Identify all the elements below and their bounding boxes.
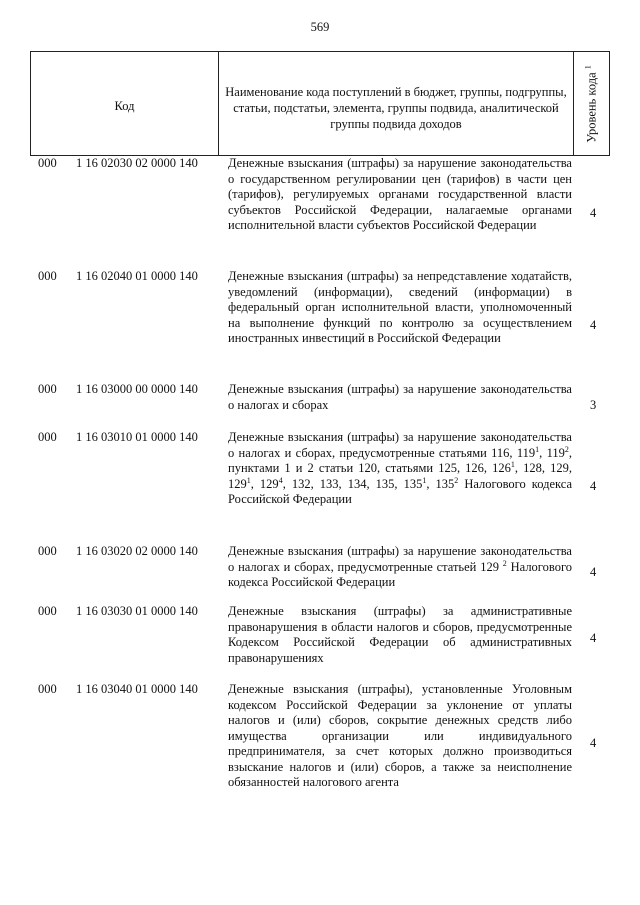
code-level: 4: [590, 479, 597, 493]
desc-text: Денежные взыскания (штрафы) за нарушение законодательства о налогах и сборах, предусмотренные статьей 129: [228, 544, 572, 574]
admin-code: 000: [38, 382, 57, 396]
admin-code: 000: [38, 269, 57, 283]
header-level-footnote: 1: [582, 64, 592, 69]
desc-text: Денежные взыскания (штрафы) за нарушение законодательства о налогах и сборах, предусмотренные статьями 116, 119: [228, 430, 572, 460]
code-level: 4: [590, 318, 597, 332]
desc-sup: 2: [564, 444, 569, 454]
code-level: 4: [590, 565, 597, 579]
revenue-code: 1 16 02040 01 0000 140: [76, 269, 198, 283]
code-level: 3: [590, 398, 597, 412]
desc-sup: 1: [422, 475, 427, 485]
table-header: [30, 51, 610, 156]
header-code-label: Код: [114, 99, 135, 113]
header-name-cell: [219, 52, 574, 155]
header-level-cell: [574, 52, 609, 155]
revenue-description: Денежные взыскания (штрафы) за нарушение законодательства о государственном регулировании цен (тарифов) в части цен (тарифов), регулируемых органами государственной власти субъектов Российской Федерации, налагаемые органами исполнительной власти субъектов Российской Федерации: [228, 156, 572, 232]
admin-code: 000: [38, 544, 57, 558]
revenue-code: 1 16 03010 01 0000 140: [76, 430, 198, 444]
admin-code: 000: [38, 682, 57, 696]
desc-sup: 1: [535, 444, 540, 454]
revenue-description: Денежные взыскания (штрафы) за непредставление ходатайств, уведомлений (информации), сведений (информации) в федеральный орган исполнительной власти, уполномоченный на выполнение функций по контролю за осуществлением иностранных инвестиций в Российской Федерации: [228, 269, 572, 345]
page-number: 569: [310, 20, 330, 34]
desc-sup: 1: [510, 459, 515, 469]
desc-sup: 2: [502, 558, 507, 568]
desc-text: , 135: [426, 476, 455, 491]
admin-code: 000: [38, 430, 57, 444]
desc-sup: 4: [278, 475, 283, 485]
admin-code: 000: [38, 156, 57, 170]
code-level: 4: [590, 206, 597, 220]
header-level-label: Уровень кода: [584, 71, 598, 143]
desc-text: , 129: [250, 476, 279, 491]
revenue-description: [228, 430, 572, 508]
code-level: 4: [590, 736, 597, 750]
revenue-code: 1 16 03000 00 0000 140: [76, 382, 198, 396]
code-level: 4: [590, 631, 597, 645]
desc-text: Налогового кодекса Российской Федерации: [228, 559, 573, 589]
revenue-description: Денежные взыскания (штрафы) за нарушение законодательства о налогах и сборах: [228, 382, 572, 412]
revenue-code: 1 16 03020 02 0000 140: [76, 544, 198, 558]
desc-text: , пунктами 1 и 2 статьи 120, статьями 125, 126, 126: [228, 445, 572, 475]
revenue-description: Денежные взыскания (штрафы) за административные правонарушения в области налогов и сборов, предусмотренные Кодексом Российской Федерации об административных правонарушениях: [228, 604, 572, 665]
revenue-code: 1 16 02030 02 0000 140: [76, 156, 198, 170]
header-name-label: Наименование кода поступлений в бюджет, группы, подгруппы, статьи, подстатьи, элемента, группы подвида, аналитической группы подвида доходов: [225, 85, 567, 131]
desc-text: , 119: [539, 445, 565, 460]
revenue-code: 1 16 03030 01 0000 140: [76, 604, 198, 618]
revenue-description: [228, 544, 572, 591]
desc-text: , 132, 133, 134, 135, 135: [282, 476, 423, 491]
desc-text: Налогового кодекса Российской Федерации: [228, 476, 573, 506]
desc-sup: 2: [454, 475, 459, 485]
header-code-cell: [31, 52, 219, 155]
desc-text: , 128, 129, 129: [228, 461, 572, 491]
desc-sup: 1: [246, 475, 251, 485]
header-level-label-wrap: [584, 65, 599, 143]
admin-code: 000: [38, 604, 57, 618]
revenue-description: Денежные взыскания (штрафы), установленные Уголовным кодексом Российской Федерации за уклонение от уплаты налогов и (или) сборов, сокрытие денежных средств либо имущества организации или индивидуального предпринимателя, за счет которых должно производиться взыскание налогов и (или) сборов, а также за неисполнение обязанностей налогового агента: [228, 682, 572, 789]
revenue-code: 1 16 03040 01 0000 140: [76, 682, 198, 696]
